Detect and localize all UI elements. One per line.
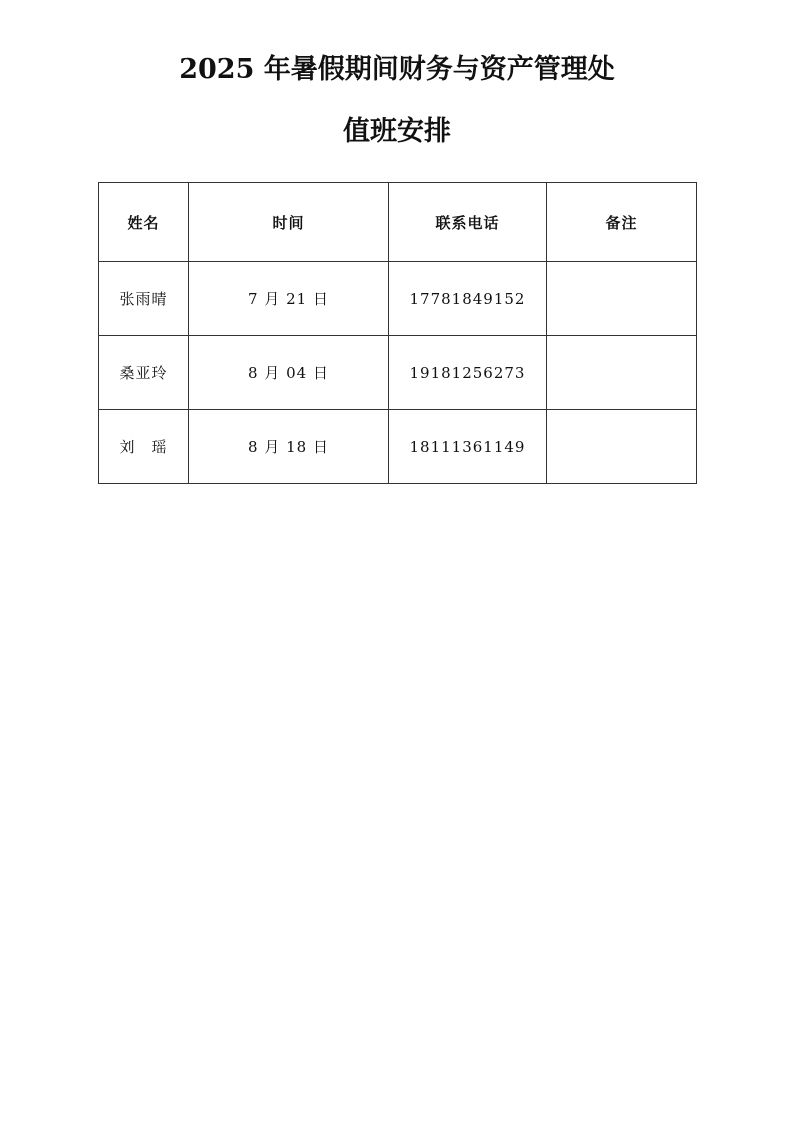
table-row <box>99 336 697 410</box>
cell-name: 桑亚玲 <box>99 336 189 410</box>
cell-phone: 17781849152 <box>389 262 547 336</box>
cell-note <box>547 336 697 410</box>
header-note: 备注 <box>547 183 697 262</box>
cell-time: 8 月 18 日 <box>189 410 389 484</box>
table-row <box>99 410 697 484</box>
header-phone: 联系电话 <box>389 183 547 262</box>
cell-name: 刘 瑶 <box>99 410 189 484</box>
cell-time: 8 月 04 日 <box>189 336 389 410</box>
cell-phone: 18111361149 <box>389 410 547 484</box>
document-title: 2025 年暑假期间财务与资产管理处 <box>179 54 615 85</box>
document-subtitle: 值班安排 <box>343 116 451 147</box>
cell-time: 7 月 21 日 <box>189 262 389 336</box>
table-row <box>99 262 697 336</box>
cell-note <box>547 262 697 336</box>
cell-note <box>547 410 697 484</box>
table-header-row <box>99 183 697 262</box>
header-time: 时间 <box>189 183 389 262</box>
cell-name: 张雨晴 <box>99 262 189 336</box>
header-name: 姓名 <box>99 183 189 262</box>
cell-phone: 19181256273 <box>389 336 547 410</box>
duty-schedule-table <box>98 182 697 484</box>
